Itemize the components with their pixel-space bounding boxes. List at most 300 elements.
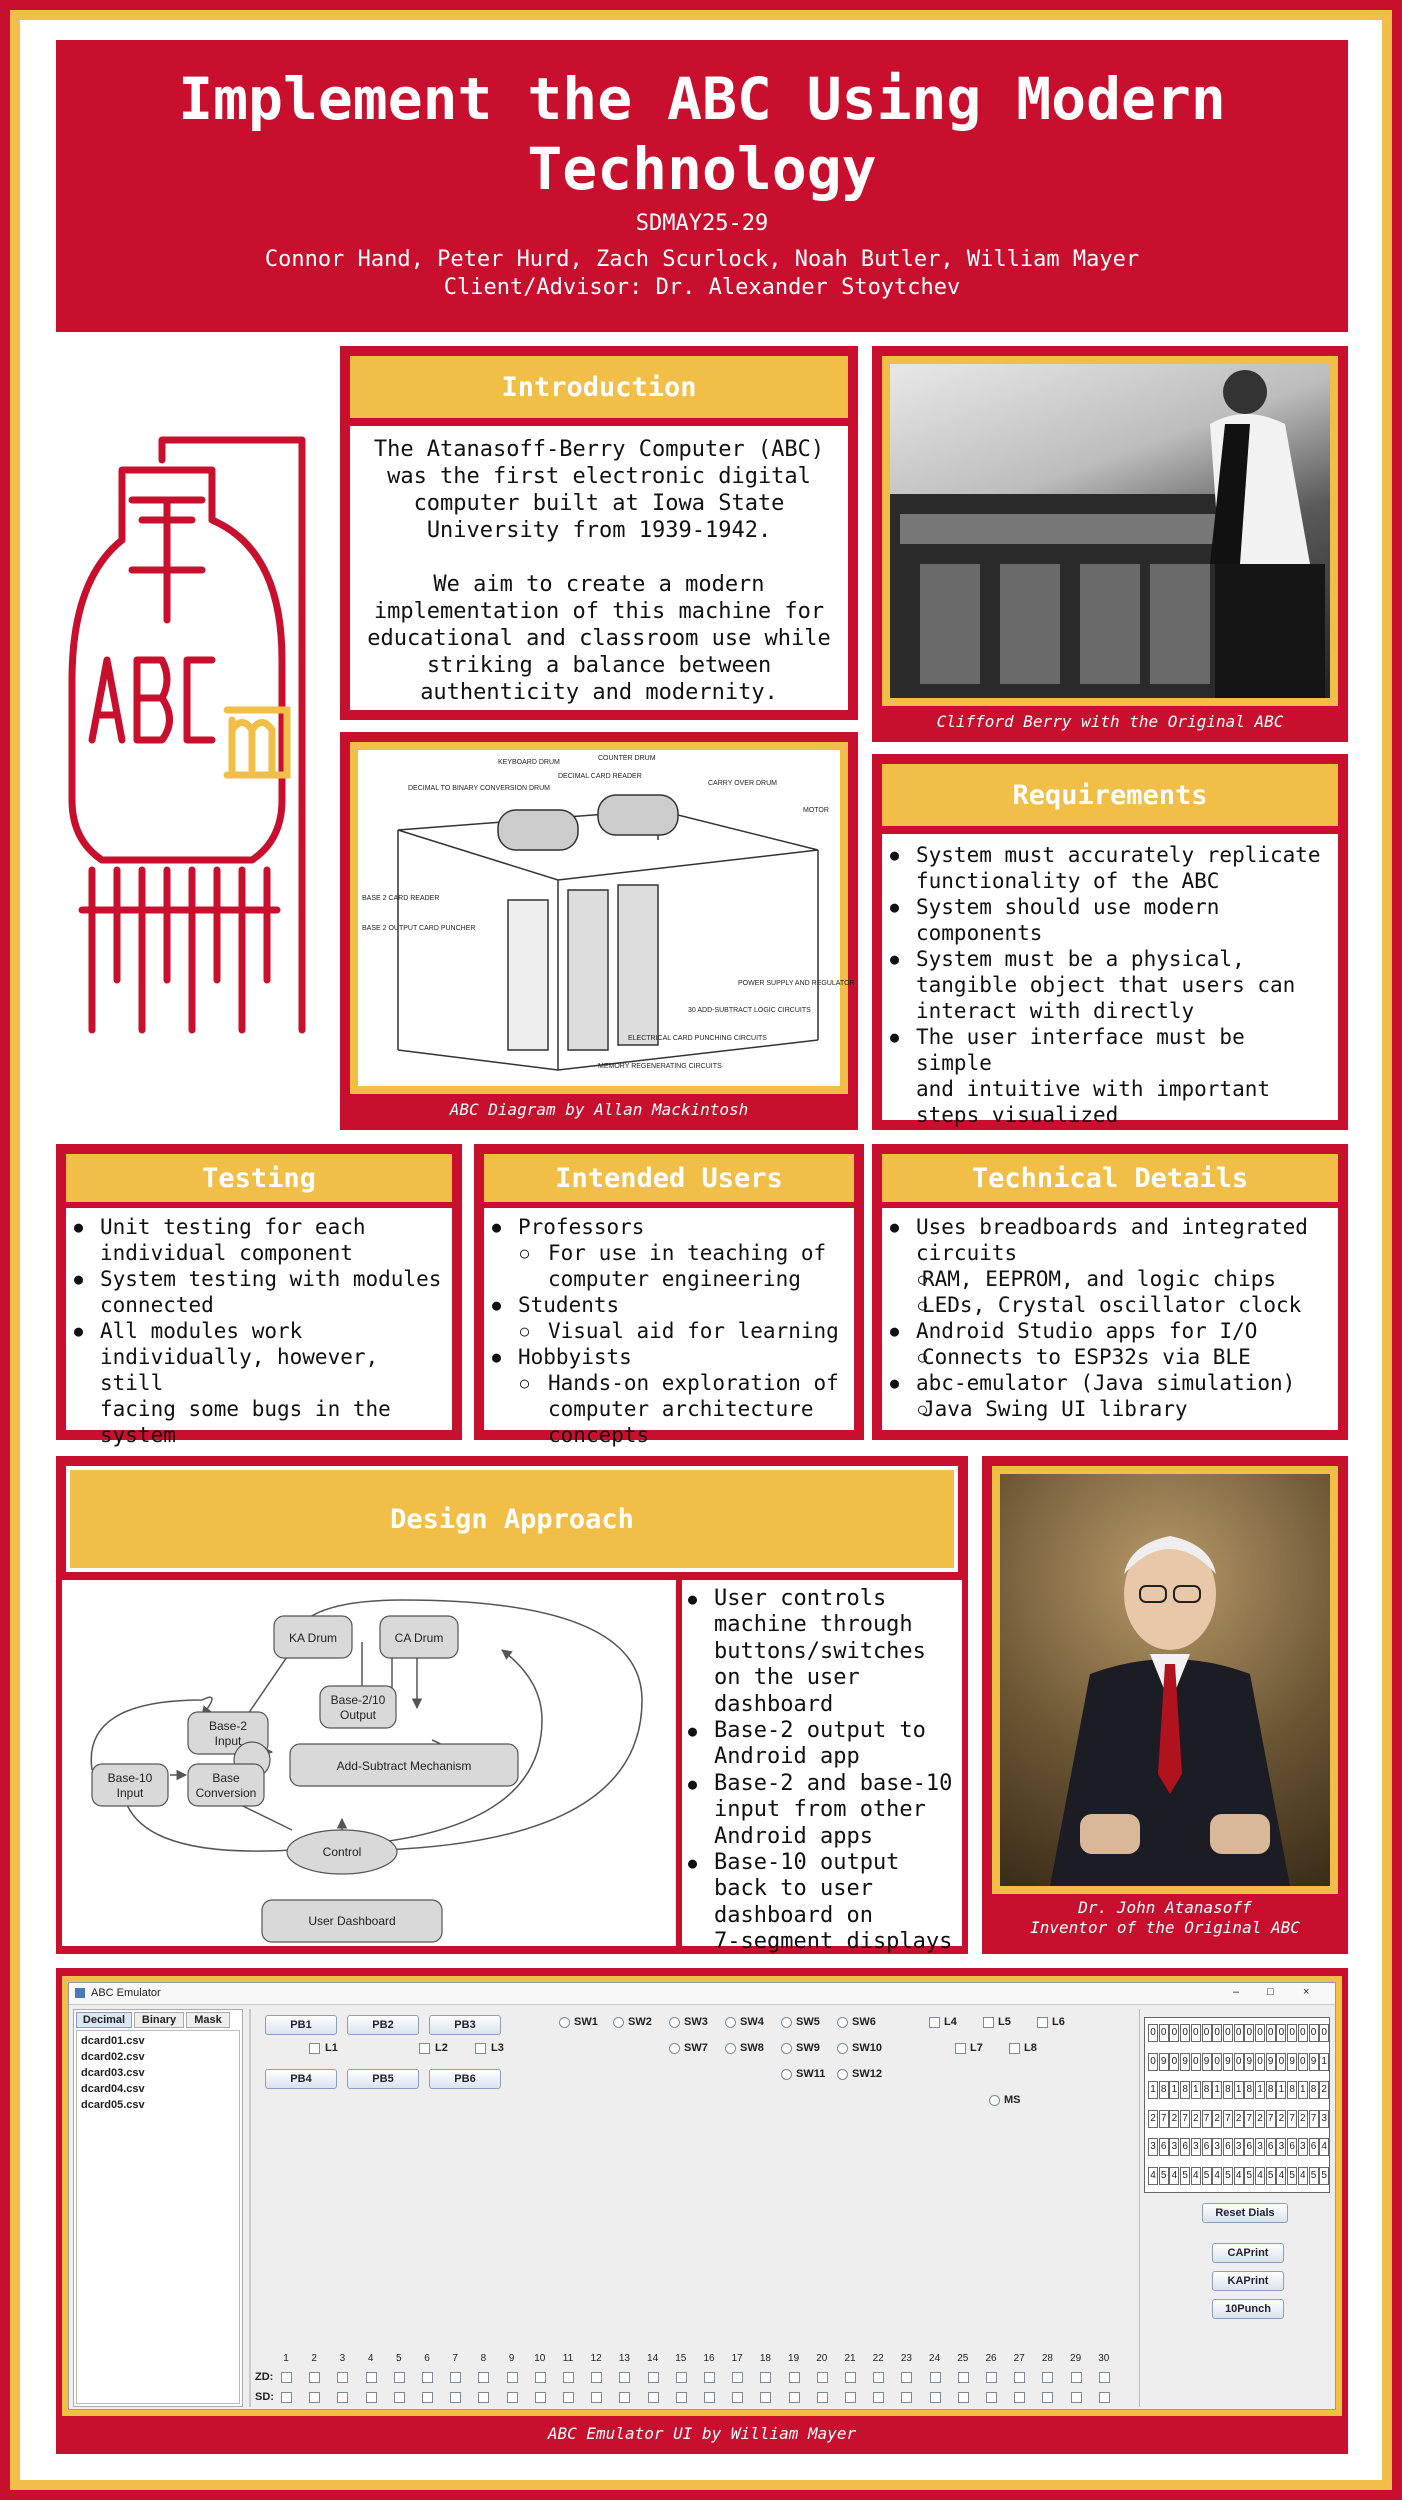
sd-checkbox[interactable] <box>648 2392 659 2403</box>
node-control: Control <box>322 1845 362 1859</box>
sd-checkbox[interactable] <box>1099 2392 1110 2403</box>
dial-digit[interactable]: 1 <box>1191 2081 1201 2099</box>
sd-checkbox[interactable] <box>507 2392 518 2403</box>
zd-checkbox[interactable] <box>760 2372 771 2383</box>
dial-digit[interactable]: 7 <box>1287 2110 1297 2128</box>
dial-digit[interactable]: 2 <box>1276 2110 1286 2128</box>
column-number: 11 <box>562 2353 574 2364</box>
sd-checkbox[interactable] <box>901 2392 912 2403</box>
sw7-label: SW7 <box>684 2042 708 2054</box>
dial-digit[interactable]: 3 <box>1319 2110 1329 2128</box>
dial-digit[interactable]: 6 <box>1223 2138 1233 2156</box>
column-number: 3 <box>339 2353 346 2364</box>
dial-digit[interactable]: 3 <box>1234 2138 1244 2156</box>
dial-digit[interactable]: 6 <box>1266 2138 1276 2156</box>
abc-diagram-section <box>340 732 858 1130</box>
user-sub-item: ○ Hands-on exploration of computer architecture concepts <box>490 1370 848 1448</box>
dial-digit[interactable]: 7 <box>1309 2110 1319 2128</box>
dial-digit[interactable]: 0 <box>1298 2053 1308 2071</box>
sw10-label: SW10 <box>852 2042 882 2054</box>
team-id: SDMAY25-29 <box>635 211 769 236</box>
dial-digit[interactable]: 0 <box>1180 2024 1190 2042</box>
l5-checkbox[interactable] <box>983 2017 994 2028</box>
dial-digit[interactable]: 0 <box>1234 2024 1244 2042</box>
zd-checkbox[interactable] <box>986 2372 997 2383</box>
node-base210-output: Output <box>339 1708 377 1722</box>
zd-checkbox[interactable] <box>958 2372 969 2383</box>
node-add-subtract: Add-Subtract Mechanism <box>336 1759 472 1773</box>
technical-details-title: Technical Details <box>882 1154 1338 1202</box>
sd-checkbox[interactable] <box>704 2392 715 2403</box>
testing-body <box>66 1208 452 1447</box>
sw6-radio[interactable] <box>837 2017 848 2028</box>
l3-label: L3 <box>491 2042 504 2054</box>
sd-checkbox[interactable] <box>817 2392 828 2403</box>
sd-checkbox[interactable] <box>563 2392 574 2403</box>
zd-checkbox[interactable] <box>817 2372 828 2383</box>
dial-digit[interactable]: 5 <box>1319 2167 1329 2185</box>
dial-digit[interactable]: 7 <box>1266 2110 1276 2128</box>
emulator-titlebar <box>69 1983 1335 2005</box>
dial-digit[interactable]: 1 <box>1276 2081 1286 2099</box>
intended-users-section <box>474 1144 864 1447</box>
dial-digit[interactable]: 8 <box>1287 2081 1297 2099</box>
zd-checkbox[interactable] <box>450 2372 461 2383</box>
zd-checkbox[interactable] <box>676 2372 687 2383</box>
pb2-button[interactable]: PB2 <box>347 2015 419 2035</box>
dial-digit[interactable]: 0 <box>1191 2024 1201 2042</box>
ca-print-button[interactable]: CAPrint <box>1212 2243 1284 2263</box>
l3-led-checkbox[interactable] <box>475 2043 486 2054</box>
reset-dials-button[interactable]: Reset Dials <box>1202 2203 1288 2223</box>
sd-checkbox[interactable] <box>478 2392 489 2403</box>
user-sub-item: ○ Visual aid for learning <box>490 1318 848 1344</box>
card-file-panel <box>73 2009 243 2407</box>
column-number: 14 <box>647 2353 659 2364</box>
dial-digit[interactable]: 6 <box>1180 2138 1190 2156</box>
dial-digit[interactable]: 1 <box>1255 2081 1265 2099</box>
dial-digit[interactable]: 0 <box>1148 2053 1158 2071</box>
dial-digit[interactable]: 5 <box>1202 2167 1212 2185</box>
dial-digit[interactable]: 3 <box>1148 2138 1158 2156</box>
sw6-label: SW6 <box>852 2016 876 2028</box>
zd-checkbox[interactable] <box>930 2372 941 2383</box>
column-number: 17 <box>731 2353 743 2364</box>
dial-digit[interactable]: 4 <box>1169 2167 1179 2185</box>
file-item[interactable]: dcard02.csv <box>81 2051 145 2063</box>
dial-digit[interactable]: 0 <box>1244 2024 1254 2042</box>
requirements-body <box>882 834 1338 1127</box>
dial-digit[interactable]: 9 <box>1223 2053 1233 2071</box>
sw7-radio[interactable] <box>669 2043 680 2054</box>
zd-checkbox[interactable] <box>1071 2372 1082 2383</box>
dial-digit[interactable]: 7 <box>1180 2110 1190 2128</box>
dial-digit[interactable]: 9 <box>1287 2053 1297 2071</box>
intro-line: was the first electronic digital <box>387 464 811 489</box>
sd-checkbox[interactable] <box>394 2392 405 2403</box>
user-item: ● Hobbyists <box>490 1344 848 1370</box>
dial-digit[interactable]: 3 <box>1191 2138 1201 2156</box>
dial-panel <box>1139 2009 1331 2407</box>
zd-checkbox[interactable] <box>1099 2372 1110 2383</box>
dial-digit[interactable]: 4 <box>1276 2167 1286 2185</box>
dial-digit[interactable]: 0 <box>1148 2024 1158 2042</box>
column-number: 20 <box>816 2353 828 2364</box>
diagram-label: DECIMAL TO BINARY CONVERSION DRUM <box>408 785 550 792</box>
zd-checkbox[interactable] <box>901 2372 912 2383</box>
sw1-label: SW1 <box>574 2016 598 2028</box>
tech-item: ● Android Studio apps for I/O <box>888 1318 1332 1344</box>
file-item[interactable]: dcard03.csv <box>81 2067 145 2079</box>
diagram-label: CARRY OVER DRUM <box>708 780 777 787</box>
design-item: ● User controls machine through buttons/switches on the user dashboard <box>686 1586 958 1718</box>
berry-photo-section <box>872 346 1348 742</box>
sw11-radio[interactable] <box>781 2069 792 2080</box>
dial-digit[interactable]: 2 <box>1255 2110 1265 2128</box>
dial-digit[interactable]: 8 <box>1180 2081 1190 2099</box>
column-number: 15 <box>675 2353 687 2364</box>
dial-digit[interactable]: 9 <box>1159 2053 1169 2071</box>
team-members: Connor Hand, Peter Hurd, Zach Scurlock, Noah Butler, William Mayer <box>264 247 1140 272</box>
dial-digit[interactable]: 8 <box>1266 2081 1276 2099</box>
pb3-button[interactable]: PB3 <box>429 2015 501 2035</box>
dial-digit[interactable]: 7 <box>1159 2110 1169 2128</box>
close-icon[interactable]: × <box>1303 1986 1310 1998</box>
zd-checkbox[interactable] <box>478 2372 489 2383</box>
zd-checkbox[interactable] <box>422 2372 433 2383</box>
node-base2-input: Input <box>214 1734 242 1748</box>
requirement-item: ● The user interface must be simple and intuitive with important steps visualized <box>888 1024 1332 1128</box>
ten-punch-button[interactable]: 10Punch <box>1212 2299 1284 2319</box>
dial-digit[interactable]: 2 <box>1298 2110 1308 2128</box>
design-item: ● Base-2 output to Android app <box>686 1718 958 1771</box>
dial-digit[interactable]: 4 <box>1191 2167 1201 2185</box>
column-number: 5 <box>396 2353 402 2364</box>
dial-digit[interactable]: 3 <box>1298 2138 1308 2156</box>
node-base2-input: Base-2 <box>208 1719 248 1733</box>
column-number: 30 <box>1098 2353 1110 2364</box>
column-number: 13 <box>618 2353 630 2364</box>
dial-digit[interactable]: 2 <box>1234 2110 1244 2128</box>
abc-diagram-caption: ABC Diagram by Allan Mackintosh <box>449 1100 749 1119</box>
zd-checkbox[interactable] <box>366 2372 377 2383</box>
column-number: 9 <box>508 2353 515 2364</box>
dial-digit[interactable]: 5 <box>1287 2167 1297 2185</box>
sd-checkbox[interactable] <box>535 2392 546 2403</box>
testing-title: Testing <box>66 1154 452 1202</box>
dial-digit[interactable]: 9 <box>1266 2053 1276 2071</box>
zd-checkbox[interactable] <box>563 2372 574 2383</box>
l4-checkbox[interactable] <box>929 2017 940 2028</box>
sd-checkbox[interactable] <box>1042 2392 1053 2403</box>
poster-title-line1: Implement the ABC Using Modern <box>178 65 1226 133</box>
berry-photo-caption: Clifford Berry with the Original ABC <box>936 712 1284 731</box>
dial-digit[interactable]: 6 <box>1159 2138 1169 2156</box>
node-base210-output: Base-2/10 <box>330 1693 386 1707</box>
node-base10-input: Base-10 <box>107 1771 153 1785</box>
ka-print-button[interactable]: KAPrint <box>1212 2271 1284 2291</box>
dial-digit[interactable]: 9 <box>1202 2053 1212 2071</box>
dial-digit[interactable]: 7 <box>1202 2110 1212 2128</box>
column-number: 29 <box>1070 2353 1082 2364</box>
diagram-label: POWER SUPPLY AND REGULATOR <box>738 980 855 987</box>
atanasoff-caption-name: Dr. John Atanasoff <box>1078 1898 1252 1917</box>
sw2-radio[interactable] <box>613 2017 624 2028</box>
user-item: ● Students <box>490 1292 848 1318</box>
sd-row-label: SD: <box>255 2391 274 2403</box>
ms-radio[interactable] <box>989 2095 1000 2106</box>
dial-digit[interactable]: 4 <box>1212 2167 1222 2185</box>
sd-checkbox[interactable] <box>422 2392 433 2403</box>
l6-label: L6 <box>1052 2016 1065 2028</box>
dial-digit[interactable]: 7 <box>1223 2110 1233 2128</box>
dial-digit[interactable]: 2 <box>1148 2110 1158 2128</box>
l7-checkbox[interactable] <box>955 2043 966 2054</box>
advisor: Client/Advisor: Dr. Alexander Stoytchev <box>443 275 961 300</box>
dial-digit[interactable]: 1 <box>1298 2081 1308 2099</box>
intro-line: authenticity and modernity. <box>420 680 778 705</box>
sd-checkbox[interactable] <box>281 2392 292 2403</box>
dial-digit[interactable]: 1 <box>1148 2081 1158 2099</box>
dial-digit[interactable]: 3 <box>1169 2138 1179 2156</box>
dial-digit[interactable]: 8 <box>1309 2081 1319 2099</box>
sw1-radio[interactable] <box>559 2017 570 2028</box>
dial-digit[interactable]: 5 <box>1266 2167 1276 2185</box>
sw4-label: SW4 <box>740 2016 764 2028</box>
l1-led-checkbox[interactable] <box>309 2043 320 2054</box>
dial-digit[interactable]: 9 <box>1309 2053 1319 2071</box>
dial-digit[interactable]: 0 <box>1212 2024 1222 2042</box>
dial-digit[interactable]: 2 <box>1319 2081 1329 2099</box>
zd-checkbox[interactable] <box>1014 2372 1025 2383</box>
dial-digit[interactable]: 7 <box>1244 2110 1254 2128</box>
sw12-label: SW12 <box>852 2068 882 2080</box>
sd-checkbox[interactable] <box>366 2392 377 2403</box>
column-number: 24 <box>929 2353 941 2364</box>
zd-checkbox[interactable] <box>845 2372 856 2383</box>
node-ca-drum: CA Drum <box>394 1631 444 1645</box>
zd-checkbox[interactable] <box>507 2372 518 2383</box>
sd-checkbox[interactable] <box>958 2392 969 2403</box>
sw9-radio[interactable] <box>781 2043 792 2054</box>
column-number: 27 <box>1013 2353 1025 2364</box>
dial-digit[interactable]: 4 <box>1298 2167 1308 2185</box>
dial-digit[interactable]: 1 <box>1319 2053 1329 2071</box>
dial-digit[interactable]: 4 <box>1255 2167 1265 2185</box>
l2-led-checkbox[interactable] <box>419 2043 430 2054</box>
zd-checkbox[interactable] <box>535 2372 546 2383</box>
emulator-window-title: ABC Emulator <box>91 1987 161 1999</box>
zd-checkbox[interactable] <box>591 2372 602 2383</box>
column-number: 1 <box>283 2353 289 2364</box>
zd-checkbox[interactable] <box>337 2372 348 2383</box>
zd-checkbox[interactable] <box>704 2372 715 2383</box>
tab-binary[interactable]: Binary <box>134 2012 184 2028</box>
dial-digit[interactable]: 0 <box>1169 2053 1179 2071</box>
pb1-button[interactable]: PB1 <box>265 2015 337 2035</box>
dial-digit[interactable]: 5 <box>1309 2167 1319 2185</box>
atanasoff-caption-role: Inventor of the Original ABC <box>1030 1918 1300 1937</box>
sw5-label: SW5 <box>796 2016 820 2028</box>
sw8-radio[interactable] <box>725 2043 736 2054</box>
node-base10-input: Input <box>116 1786 144 1800</box>
dial-digit[interactable]: 0 <box>1223 2024 1233 2042</box>
dial-digit[interactable]: 0 <box>1212 2053 1222 2071</box>
sw4-radio[interactable] <box>725 2017 736 2028</box>
zd-checkbox[interactable] <box>789 2372 800 2383</box>
file-item[interactable]: dcard05.csv <box>81 2099 145 2111</box>
sw12-radio[interactable] <box>837 2069 848 2080</box>
zd-checkbox[interactable] <box>873 2372 884 2383</box>
sd-checkbox[interactable] <box>845 2392 856 2403</box>
dial-digit[interactable]: 2 <box>1191 2110 1201 2128</box>
diagram-label: ELECTRICAL CARD PUNCHING CIRCUITS <box>628 1035 767 1042</box>
sd-checkbox[interactable] <box>1071 2392 1082 2403</box>
dial-grid <box>1144 2017 1330 2193</box>
sd-checkbox[interactable] <box>789 2392 800 2403</box>
sw3-radio[interactable] <box>669 2017 680 2028</box>
dial-digit[interactable]: 4 <box>1234 2167 1244 2185</box>
requirements-section <box>872 754 1348 1130</box>
column-number: 26 <box>985 2353 997 2364</box>
dial-digit[interactable]: 0 <box>1319 2024 1329 2042</box>
dial-digit[interactable]: 5 <box>1223 2167 1233 2185</box>
dial-digit[interactable]: 8 <box>1244 2081 1254 2099</box>
dial-digit[interactable]: 3 <box>1212 2138 1222 2156</box>
diagram-label: BASE 2 CARD READER <box>362 895 440 902</box>
sd-checkbox[interactable] <box>873 2392 884 2403</box>
sd-checkbox[interactable] <box>619 2392 630 2403</box>
john-atanasoff-portrait <box>1000 1474 1330 1886</box>
design-item: ● Base-10 output back to user dashboard on 7-segment displays <box>686 1850 958 1956</box>
dial-digit[interactable]: 0 <box>1255 2053 1265 2071</box>
java-app-icon <box>75 1988 85 1998</box>
zd-checkbox[interactable] <box>648 2372 659 2383</box>
abc-diagram-image <box>358 750 855 1086</box>
dial-digit[interactable]: 0 <box>1169 2024 1179 2042</box>
sd-checkbox[interactable] <box>986 2392 997 2403</box>
dial-digit[interactable]: 0 <box>1287 2024 1297 2042</box>
l4-label: L4 <box>944 2016 957 2028</box>
dial-digit[interactable]: 0 <box>1255 2024 1265 2042</box>
dial-digit[interactable]: 0 <box>1191 2053 1201 2071</box>
zd-checkbox[interactable] <box>619 2372 630 2383</box>
column-number: 7 <box>452 2353 458 2364</box>
file-item[interactable]: dcard04.csv <box>81 2083 145 2095</box>
column-number: 12 <box>590 2353 602 2364</box>
dial-digit[interactable]: 0 <box>1234 2053 1244 2071</box>
design-approach-section <box>56 1456 968 1954</box>
sd-checkbox[interactable] <box>337 2392 348 2403</box>
dial-digit[interactable]: 9 <box>1180 2053 1190 2071</box>
dial-digit[interactable]: 0 <box>1276 2053 1286 2071</box>
sd-checkbox[interactable] <box>930 2392 941 2403</box>
requirement-item: ● System must be a physical, tangible object that users can interact with directly <box>888 946 1332 1024</box>
dial-digit[interactable]: 6 <box>1287 2138 1297 2156</box>
sd-checkbox[interactable] <box>309 2392 320 2403</box>
ms-label: MS <box>1004 2094 1021 2106</box>
column-number: 19 <box>788 2353 800 2364</box>
dial-digit[interactable]: 8 <box>1223 2081 1233 2099</box>
requirement-item: ● System should use modern components <box>888 894 1332 946</box>
minimize-icon[interactable]: – <box>1233 1986 1240 1998</box>
pb6-button[interactable]: PB6 <box>429 2069 501 2089</box>
requirements-title: Requirements <box>882 764 1338 826</box>
dial-digit[interactable]: 5 <box>1159 2167 1169 2185</box>
dial-digit[interactable]: 2 <box>1169 2110 1179 2128</box>
sw11-label: SW11 <box>796 2068 826 2080</box>
l6-checkbox[interactable] <box>1037 2017 1048 2028</box>
dial-digit[interactable]: 1 <box>1234 2081 1244 2099</box>
file-item[interactable]: dcard01.csv <box>81 2035 145 2047</box>
dial-digit[interactable]: 8 <box>1159 2081 1169 2099</box>
dial-digit[interactable]: 0 <box>1276 2024 1286 2042</box>
sd-checkbox[interactable] <box>760 2392 771 2403</box>
l2-label: L2 <box>435 2042 448 2054</box>
dial-digit[interactable]: 0 <box>1309 2024 1319 2042</box>
dial-digit[interactable]: 0 <box>1266 2024 1276 2042</box>
file-list <box>76 2030 240 2404</box>
zd-checkbox[interactable] <box>1042 2372 1053 2383</box>
dial-digit[interactable]: 2 <box>1212 2110 1222 2128</box>
dial-digit[interactable]: 6 <box>1244 2138 1254 2156</box>
pb4-button[interactable]: PB4 <box>265 2069 337 2089</box>
dial-digit[interactable]: 0 <box>1202 2024 1212 2042</box>
dial-digit[interactable]: 5 <box>1244 2167 1254 2185</box>
technical-details-body <box>882 1208 1338 1430</box>
dial-digit[interactable]: 6 <box>1309 2138 1319 2156</box>
maximize-icon[interactable]: □ <box>1267 1986 1274 1998</box>
dial-digit[interactable]: 4 <box>1319 2138 1329 2156</box>
dial-digit[interactable]: 3 <box>1255 2138 1265 2156</box>
sd-checkbox[interactable] <box>591 2392 602 2403</box>
dial-digit[interactable]: 9 <box>1244 2053 1254 2071</box>
sw5-radio[interactable] <box>781 2017 792 2028</box>
column-number: 21 <box>844 2353 856 2364</box>
pb5-button[interactable]: PB5 <box>347 2069 419 2089</box>
zd-checkbox[interactable] <box>309 2372 320 2383</box>
dial-digit[interactable]: 0 <box>1298 2024 1308 2042</box>
intro-line: University from 1939-1942. <box>426 518 772 543</box>
diagram-label: MEMORY REGENERATING CIRCUITS <box>598 1063 722 1070</box>
dial-digit[interactable]: 3 <box>1276 2138 1286 2156</box>
zd-checkbox[interactable] <box>732 2372 743 2383</box>
zd-checkbox[interactable] <box>281 2372 292 2383</box>
dial-digit[interactable]: 4 <box>1148 2167 1158 2185</box>
sw10-radio[interactable] <box>837 2043 848 2054</box>
tab-decimal[interactable]: Decimal <box>76 2012 132 2028</box>
sd-checkbox[interactable] <box>732 2392 743 2403</box>
user-item: ● Professors <box>490 1214 848 1240</box>
dial-digit[interactable]: 5 <box>1180 2167 1190 2185</box>
l8-checkbox[interactable] <box>1009 2043 1020 2054</box>
sd-checkbox[interactable] <box>1014 2392 1025 2403</box>
tech-sub-item: ○ LEDs, Crystal oscillator clock <box>888 1292 1332 1318</box>
dial-digit[interactable]: 8 <box>1202 2081 1212 2099</box>
testing-section <box>56 1144 462 1447</box>
dial-digit[interactable]: 1 <box>1169 2081 1179 2099</box>
zd-checkbox[interactable] <box>394 2372 405 2383</box>
column-number: 18 <box>759 2353 771 2364</box>
dial-digit[interactable]: 0 <box>1159 2024 1169 2042</box>
dial-digit[interactable]: 1 <box>1212 2081 1222 2099</box>
tab-mask[interactable]: Mask <box>186 2012 230 2028</box>
column-number: 23 <box>900 2353 912 2364</box>
dial-digit[interactable]: 6 <box>1202 2138 1212 2156</box>
sd-checkbox[interactable] <box>450 2392 461 2403</box>
diagram-label: MOTOR <box>803 807 829 814</box>
sd-checkbox[interactable] <box>676 2392 687 2403</box>
